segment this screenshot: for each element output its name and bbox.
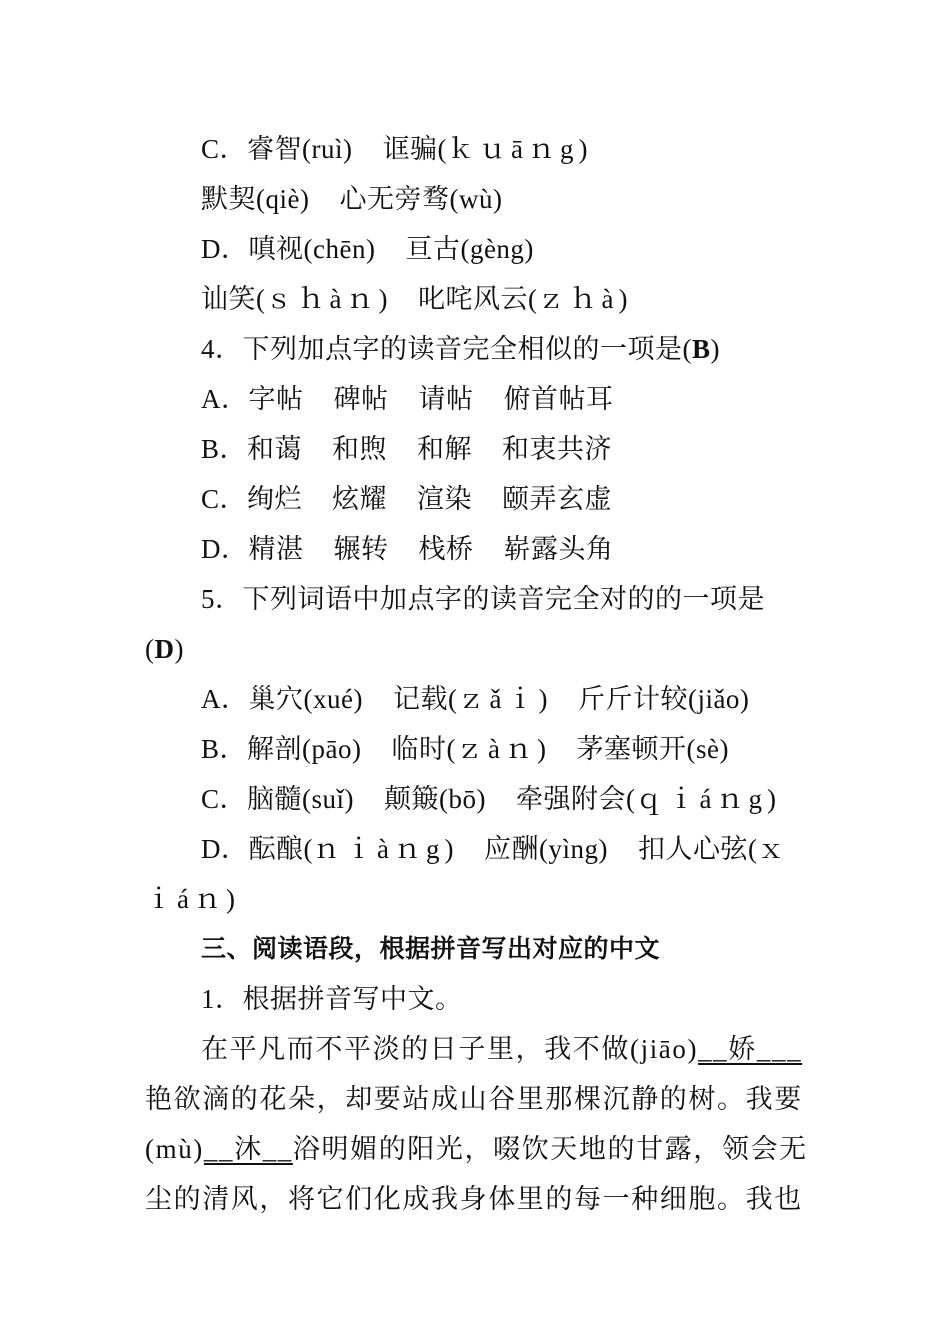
question-text: 4．下列加点字的读音完全相似的一项是( (201, 334, 692, 364)
word: 渲染 (417, 484, 473, 514)
q3-option-d (201, 236, 534, 263)
option-letter: C． (201, 484, 248, 514)
paren-close: ) (766, 784, 777, 814)
word: 和蔼 (247, 434, 303, 464)
paren-close: ) (536, 734, 547, 764)
word: 应酬(yìng) (483, 834, 608, 864)
word-2: 叱咤风云( (417, 284, 538, 314)
word: 字帖 (248, 384, 304, 414)
question-4-stem (201, 336, 720, 363)
passage-line-2: 艳欲滴的花朵，却要站成山谷里那棵沉静的树。我要 (145, 1084, 803, 1114)
passage-text: 在平凡而不平淡的日子里，我不做(jiāo) (201, 1034, 699, 1064)
word: 茅塞顿开(sè) (576, 734, 729, 764)
q5-option-a (201, 686, 749, 713)
q3-option-d-line2 (201, 286, 628, 313)
option-letter: C． (201, 784, 248, 814)
paren-close: ) (578, 134, 588, 164)
q4-option-d (201, 536, 614, 563)
question-text: 5．下列词语中加点字的读音完全对的的一项是 (201, 584, 765, 614)
word: 牵强附会( (516, 784, 636, 814)
word-2: 心无旁骛(wù) (339, 184, 503, 214)
pinyin: ｎｉàｎg (313, 834, 445, 864)
word: 酝酿( (248, 834, 313, 864)
word: 脑髓(suǐ) (247, 784, 355, 814)
pinyin: ｉáｎ (145, 884, 226, 914)
answer: D (154, 634, 175, 664)
q4-option-b (201, 436, 612, 463)
paren-close: ) (174, 634, 184, 664)
word-1: 睿智(ruì) (247, 134, 353, 164)
word: 精湛 (248, 534, 304, 564)
q5-option-c (201, 786, 776, 813)
pinyin: ｚàｎ (455, 734, 537, 764)
word: 栈桥 (418, 534, 474, 564)
word: 绚烂 (247, 484, 303, 514)
passage-text: (mù) (145, 1134, 204, 1164)
q3-option-c-line2 (201, 186, 502, 213)
word: 俯首帖耳 (503, 384, 614, 414)
word-1: 嗔视(chēn) (248, 234, 376, 264)
pinyin: ｓｈàｎ (265, 284, 379, 314)
question-5-answer (145, 636, 184, 663)
question-1-stem: 1．根据拼音写中文。 (201, 984, 463, 1014)
word-2: 诓骗( (382, 134, 447, 164)
pinyin: ｑｉáｎg (635, 784, 767, 814)
word: 崭露头角 (503, 534, 614, 564)
word-1: 讪笑( (201, 284, 266, 314)
word-1: 默契(qiè) (201, 184, 310, 214)
pinyin: ｘ (757, 834, 790, 864)
word: 碑帖 (333, 384, 389, 414)
q4-option-a (201, 386, 614, 413)
paren-close: ) (225, 884, 236, 914)
section-heading: 三、阅读语段，根据拼音写出对应的中文 (201, 934, 661, 963)
word: 颠簸(bō) (384, 784, 486, 814)
q5-option-b (201, 736, 729, 763)
paren-close: ) (618, 284, 628, 314)
word: 和煦 (332, 434, 388, 464)
word: 请帖 (418, 384, 474, 414)
question-5-stem (201, 586, 765, 613)
option-letter: A． (201, 684, 249, 714)
word: 临时( (391, 734, 456, 764)
answer-blank: __娇___ (698, 1034, 803, 1064)
pinyin: ｚǎｉ (457, 684, 539, 714)
word: 巢穴(xué) (248, 684, 363, 714)
option-letter: D． (201, 834, 249, 864)
passage-line-4: 尘的清风，将它们化成我身体里的每一种细胞。我也 (145, 1184, 803, 1214)
word: 和解 (417, 434, 473, 464)
option-letter: D． (201, 534, 249, 564)
paren-close: ) (378, 284, 388, 314)
answer: B (692, 334, 711, 364)
q3-option-c (201, 136, 588, 163)
word: 扣人心弦( (637, 834, 758, 864)
paren-close: ) (538, 684, 548, 714)
word: 炫耀 (332, 484, 388, 514)
word: 斤斤计较(jiǎo) (577, 684, 750, 714)
passage-text: 浴明媚的阳光，啜饮天地的甘露，领会无 (292, 1134, 808, 1164)
option-letter: C． (201, 134, 248, 164)
pinyin: ｚｈà (537, 284, 619, 314)
option-letter: B． (201, 434, 248, 464)
pinyin: ｋｕāｎg (447, 134, 579, 164)
passage-line-3 (145, 1136, 808, 1163)
q5-option-d-line2 (145, 886, 235, 913)
word: 记载( (392, 684, 458, 714)
paren-close: ) (710, 334, 721, 364)
option-letter: D． (201, 234, 249, 264)
word: 和衷共济 (502, 434, 613, 464)
q5-option-d (201, 836, 789, 863)
paren-open: ( (145, 634, 155, 664)
option-letter: A． (201, 384, 249, 414)
q4-option-c (201, 486, 612, 513)
paren-close: ) (444, 834, 454, 864)
word: 解剖(pāo) (247, 734, 362, 764)
word: 辗转 (333, 534, 389, 564)
answer-blank: __沐__ (203, 1134, 293, 1164)
word-2: 亘古(gèng) (405, 234, 534, 264)
word: 颐弄玄虚 (502, 484, 613, 514)
passage-line-1 (201, 1036, 802, 1063)
option-letter: B． (201, 734, 248, 764)
